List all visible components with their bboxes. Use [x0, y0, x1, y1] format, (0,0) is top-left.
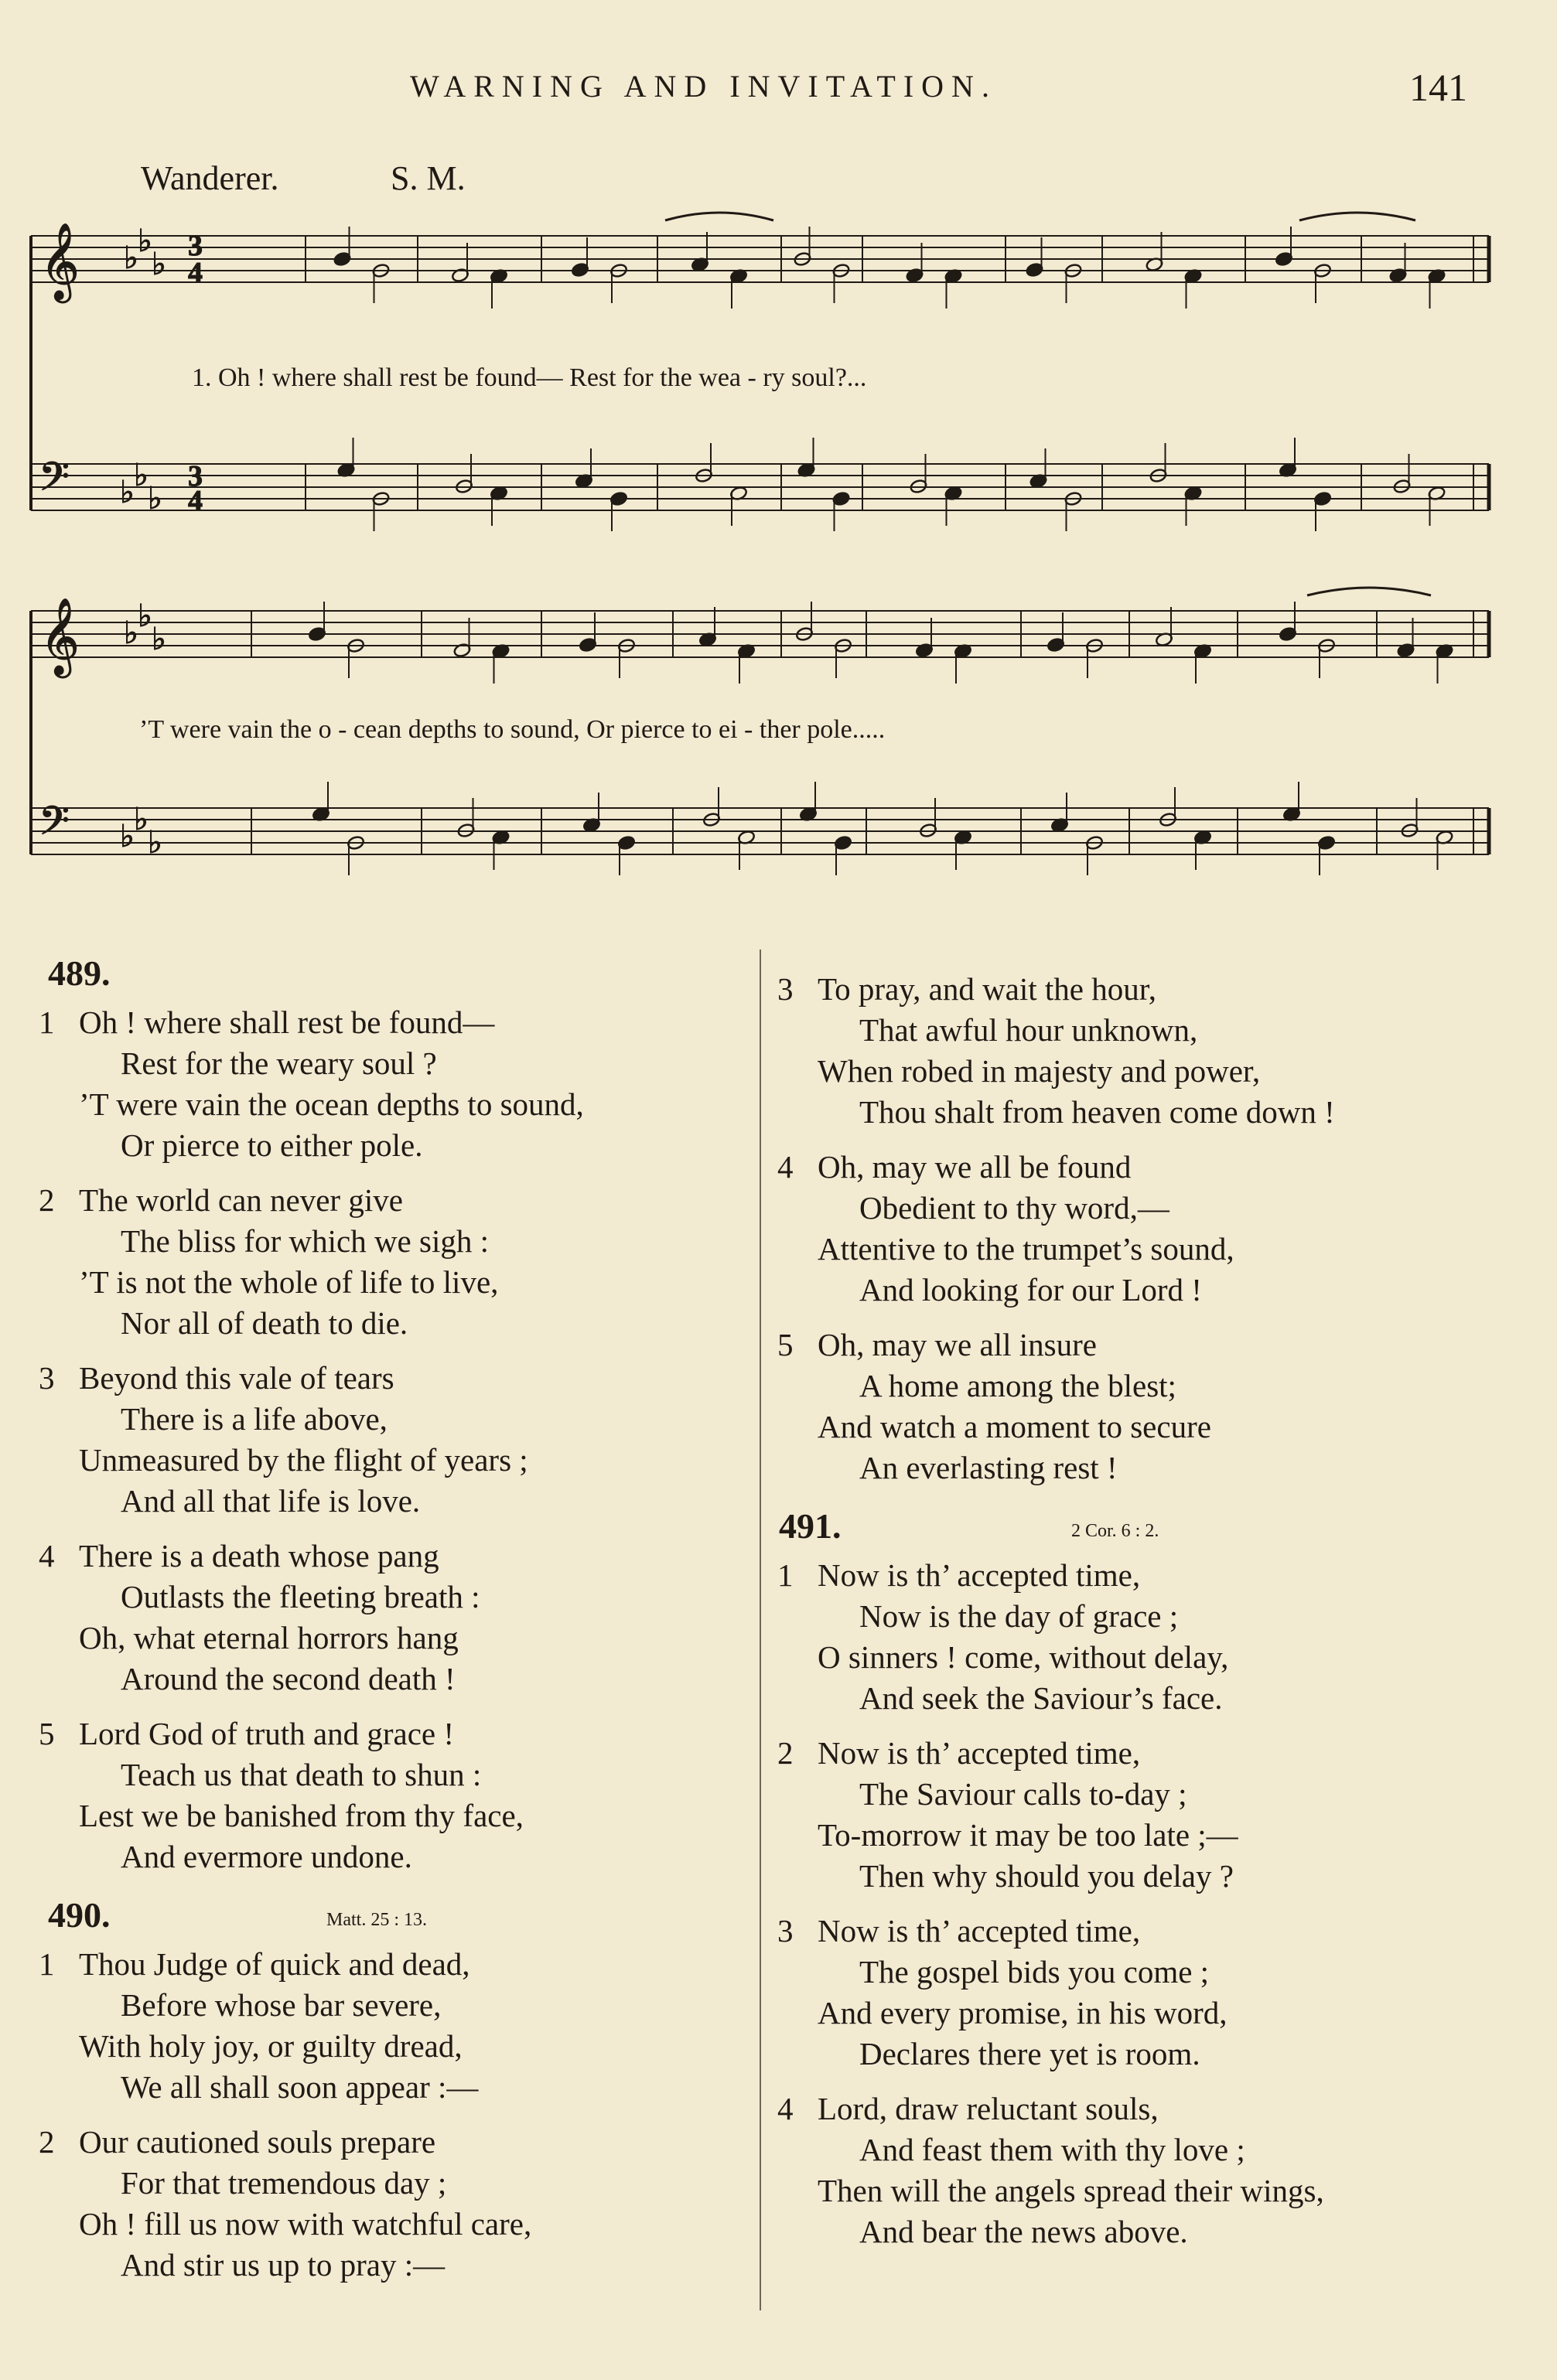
time-signature-digit: 3 [188, 230, 203, 262]
stanza-line: For that tremendous day ; [121, 2165, 447, 2201]
bass-clef: 𝄢 [39, 797, 70, 854]
scripture-reference: 2 Cor. 6 : 2. [1071, 1521, 1159, 1541]
stanza-line: There is a life above, [121, 1401, 388, 1437]
hymn-header [777, 1505, 1520, 1555]
stanza-line: And bear the news above. [859, 2214, 1188, 2249]
stanza-number: 5 [777, 1327, 794, 1362]
stanza-line: We all shall soon appear :— [121, 2069, 479, 2105]
stanza-line: An everlasting rest ! [859, 1450, 1118, 1485]
treble-clef: 𝄞 [40, 598, 80, 675]
stanza [39, 1180, 758, 1344]
flat-sign: ♭ [148, 825, 162, 861]
stanza [39, 1536, 758, 1700]
stanza-line: ’T is not the whole of life to live, [79, 1264, 499, 1300]
stanza-line: Lest we be banished from thy face, [79, 1798, 524, 1833]
scripture-reference: Matt. 25 : 13. [326, 1910, 427, 1930]
hymn-489-stanzas [39, 1002, 758, 1877]
flat-sign: ♭ [148, 481, 162, 517]
stanza-line: A home among the blest; [859, 1368, 1176, 1403]
stanza [39, 2122, 758, 2286]
right-column [777, 969, 1520, 2269]
time-signature-digit: 4 [188, 485, 203, 517]
stanza-line: Obedient to thy word,— [859, 1190, 1169, 1226]
stanza-line: Unmeasured by the flight of years ; [79, 1442, 528, 1478]
stanza-line-text: To pray, and wait the hour, [818, 971, 1157, 1007]
hymn-header [39, 1894, 758, 1944]
stanza-number: 4 [777, 2091, 794, 2126]
stanza-line-text: There is a death whose pang [79, 1538, 439, 1574]
stanza-line: Around the second death ! [121, 1661, 456, 1696]
stanza-line-text: Oh, may we all insure [818, 1327, 1097, 1362]
stanza [777, 1733, 1520, 1897]
stanza [777, 1325, 1520, 1488]
stanza-line: And evermore undone. [121, 1839, 412, 1874]
stanza [777, 969, 1520, 1133]
stanza-number: 3 [39, 1360, 55, 1396]
stanza-line: Now is the day of grace ; [859, 1598, 1179, 1634]
stanza-first-line [39, 1713, 758, 1754]
stanza-line-text: Thou Judge of quick and dead, [79, 1946, 470, 1982]
hymn-490 [39, 1894, 758, 2286]
stanza-line-text: Now is th’ accepted time, [818, 1735, 1141, 1771]
stanza-line: O sinners ! come, without delay, [818, 1639, 1229, 1675]
stanza-number: 1 [39, 1004, 55, 1040]
running-title: WARNING AND INVITATION. [410, 69, 997, 104]
stanza-number: 5 [39, 1716, 55, 1751]
stanza-line: And seek the Saviour’s face. [859, 1680, 1223, 1716]
stanza-line: And stir us up to pray :— [121, 2247, 446, 2283]
treble-clef: 𝄞 [40, 223, 80, 300]
flat-sign: ♭ [152, 622, 166, 657]
stanza-number: 2 [39, 1182, 55, 1218]
hymn-header [39, 953, 758, 1002]
page-number: 141 [1409, 66, 1467, 109]
hymn-number: 489. [48, 953, 111, 993]
stanza-line: ’T were vain the ocean depths to sound, [79, 1086, 584, 1122]
flat-sign: ♭ [152, 247, 166, 282]
stanza-line: And every promise, in his word, [818, 1995, 1228, 2031]
stanza-line: Outlasts the fleeting breath : [121, 1579, 480, 1615]
flat-sign: ♭ [120, 475, 135, 510]
flat-sign: ♭ [138, 598, 152, 634]
slur [1307, 588, 1431, 595]
bass-clef: 𝄢 [39, 453, 70, 510]
stanza-line-text: Our cautioned souls prepare [79, 2124, 436, 2160]
stanza-line: Oh ! fill us now with watchful care, [79, 2206, 532, 2242]
stanza-line: When robed in majesty and power, [818, 1053, 1261, 1089]
stanza-number: 2 [777, 1735, 794, 1771]
hymn-490-stanzas-right [777, 969, 1520, 1488]
stanza-number: 4 [39, 1538, 55, 1574]
stanza [39, 1358, 758, 1522]
stanza-first-line [39, 1358, 758, 1399]
slur [665, 213, 773, 220]
hymn-489 [39, 953, 758, 1877]
hymn-number: 490. [48, 1895, 111, 1935]
left-column [39, 953, 758, 2303]
tune-name: Wanderer. [141, 159, 279, 197]
stanza-number: 1 [777, 1557, 794, 1593]
stanza-line: That awful hour unknown, [859, 1012, 1198, 1048]
stanza-first-line [39, 2122, 758, 2163]
stanza [777, 2088, 1520, 2252]
stanza-line: Before whose bar severe, [121, 1987, 442, 2023]
stanza-line: Then will the angels spread their wings, [818, 2173, 1324, 2208]
stanza-line: Thou shalt from heaven come down ! [859, 1094, 1335, 1130]
hymn-490-stanzas-left [39, 1944, 758, 2286]
stanza-line: The gospel bids you come ; [859, 1954, 1210, 1990]
stanza [777, 1911, 1520, 2075]
stanza-number: 1 [39, 1946, 55, 1982]
stanza-line: And looking for our Lord ! [859, 1272, 1202, 1308]
stanza-first-line [777, 1555, 1520, 1596]
stanza-line-text: Beyond this vale of tears [79, 1360, 394, 1396]
music-score [0, 0, 1557, 928]
stanza [39, 1944, 758, 2108]
stanza [39, 1713, 758, 1877]
stanza [777, 1555, 1520, 1719]
stanza-first-line [39, 1002, 758, 1043]
flat-sign: ♭ [124, 240, 138, 276]
stanza-line: With holy joy, or guilty dread, [79, 2028, 463, 2064]
time-signature-digit: 3 [188, 460, 203, 493]
stanza-line: Rest for the weary soul ? [121, 1045, 437, 1081]
stanza-first-line [777, 1733, 1520, 1774]
stanza-line: Declares there yet is room. [859, 2036, 1200, 2071]
stanza-first-line [777, 1325, 1520, 1366]
flat-sign: ♭ [138, 223, 152, 259]
stanza-line-text: Now is th’ accepted time, [818, 1913, 1141, 1949]
tune-lyrics-system-2: ’T were vain the o - cean depths to sound, Or pierce to ei - ther pole..... [139, 715, 886, 744]
stanza-first-line [39, 1180, 758, 1221]
flat-sign: ♭ [124, 615, 138, 651]
stanza-line-text: Lord God of truth and grace ! [79, 1716, 454, 1751]
slur [1299, 213, 1415, 220]
stanza-line: Or pierce to either pole. [121, 1127, 423, 1163]
stanza-first-line [777, 969, 1520, 1010]
stanza-line: And watch a moment to secure [818, 1409, 1211, 1444]
stanza [39, 1002, 758, 1166]
stanza-line: Then why should you delay ? [859, 1858, 1234, 1894]
stanza-number: 2 [39, 2124, 55, 2160]
stanza-line: To-morrow it may be too late ;— [818, 1817, 1238, 1853]
tune-lyrics-system-1: 1. Oh ! where shall rest be found— Rest for the wea - ry soul?... [192, 363, 867, 392]
stanza-line: The Saviour calls to-day ; [859, 1776, 1187, 1812]
stanza-line: And all that life is love. [121, 1483, 421, 1519]
stanza-first-line [777, 1147, 1520, 1188]
stanza-first-line [777, 2088, 1520, 2129]
stanza-first-line [39, 1536, 758, 1577]
hymn-number: 491. [779, 1506, 842, 1546]
stanza-line: And feast them with thy love ; [859, 2132, 1245, 2167]
flat-sign: ♭ [134, 802, 149, 837]
stanza-line: The bliss for which we sigh : [121, 1223, 489, 1259]
stanza-number: 3 [777, 1913, 794, 1949]
stanza-line-text: Lord, draw reluctant souls, [818, 2091, 1159, 2126]
stanza-first-line [39, 1944, 758, 1985]
stanza-line: Attentive to the trumpet’s sound, [818, 1231, 1234, 1267]
stanza-number: 3 [777, 971, 794, 1007]
stanza-line-text: Now is th’ accepted time, [818, 1557, 1141, 1593]
tune-meter: S. M. [391, 159, 466, 197]
hymn-490-continued [777, 969, 1520, 1488]
flat-sign: ♭ [120, 819, 135, 854]
stanza-number: 4 [777, 1149, 794, 1185]
stanza [777, 1147, 1520, 1311]
time-signature-digit: 4 [188, 257, 203, 289]
stanza-line: Nor all of death to die. [121, 1305, 408, 1341]
flat-sign: ♭ [134, 458, 149, 493]
stanza-line: Teach us that death to shun : [121, 1757, 482, 1792]
stanza-line-text: Oh ! where shall rest be found— [79, 1004, 495, 1040]
stanza-line-text: The world can never give [79, 1182, 403, 1218]
stanza-line: Oh, what eternal horrors hang [79, 1620, 459, 1655]
stanza-line-text: Oh, may we all be found [818, 1149, 1132, 1185]
hymn-491-stanzas [777, 1555, 1520, 2252]
column-divider [760, 950, 761, 2310]
stanza-first-line [777, 1911, 1520, 1952]
hymn-491 [777, 1505, 1520, 2252]
